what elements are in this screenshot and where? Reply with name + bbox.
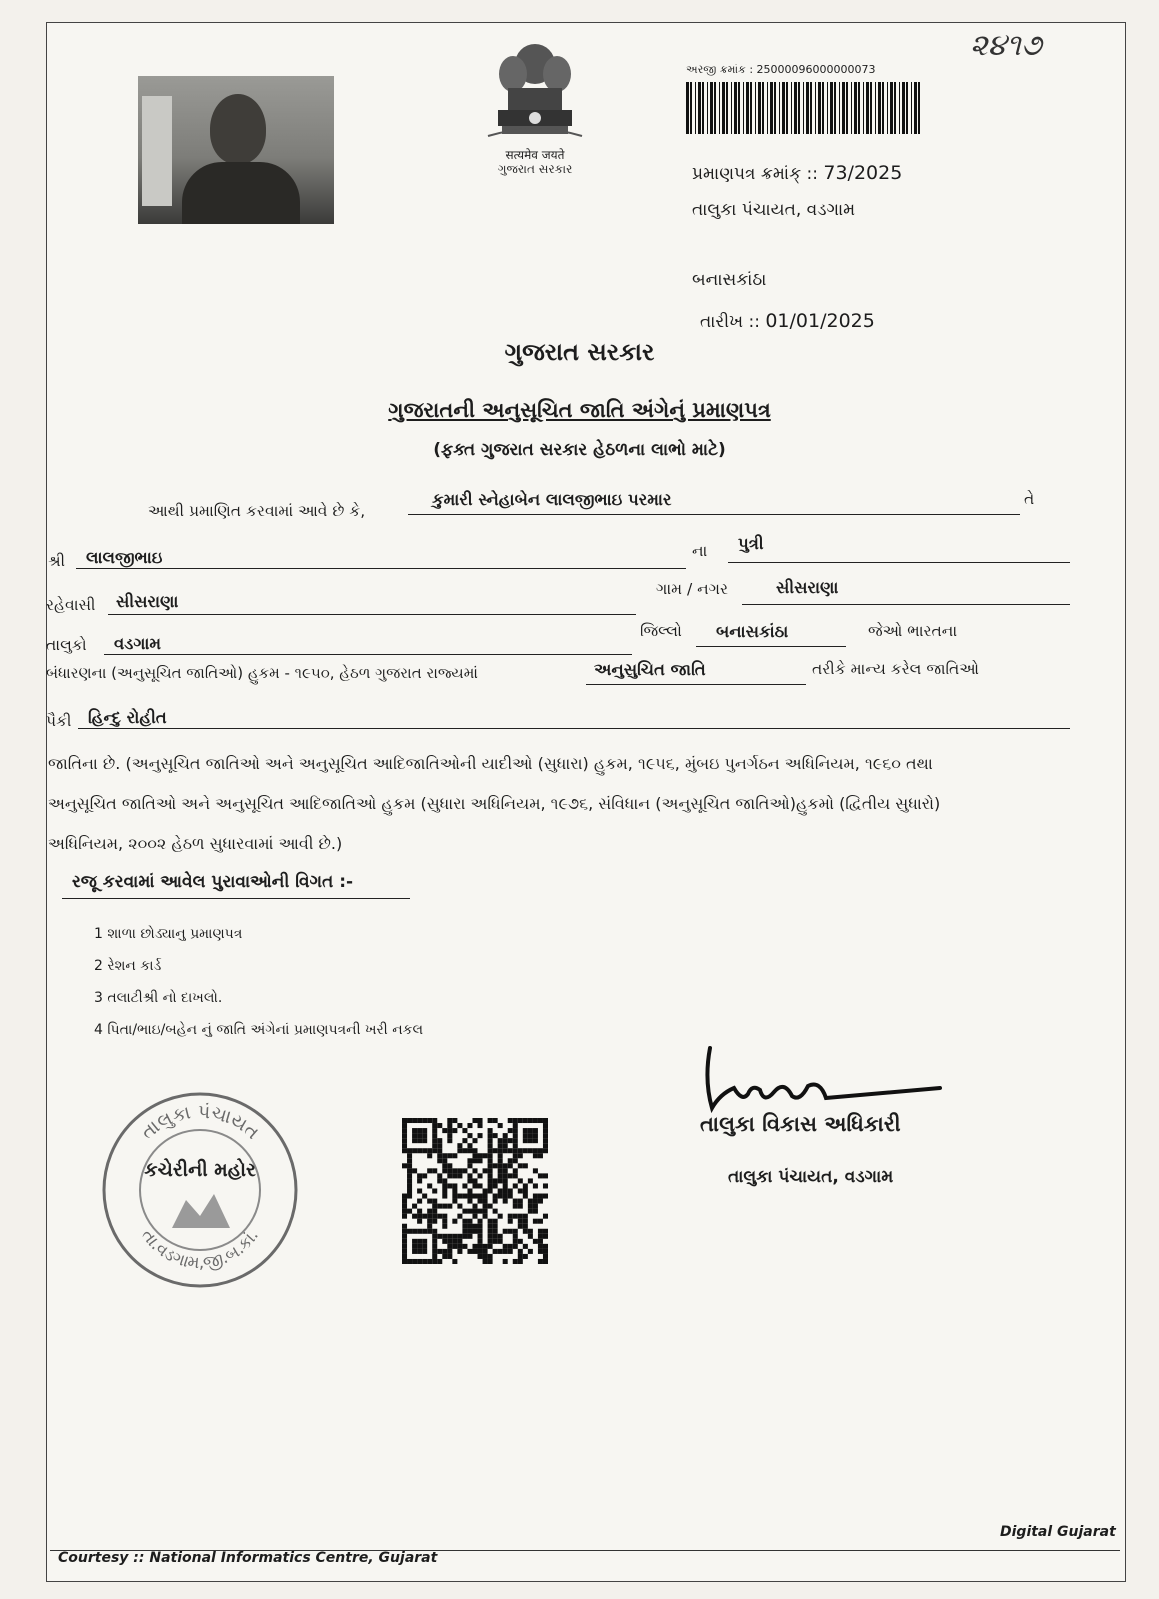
- application-value: 25000096000000073: [756, 63, 876, 76]
- village-label: ગામ / નગર: [656, 580, 729, 598]
- emblem-motto: सत्यमेव जयते: [505, 148, 565, 162]
- paragraph-line-1: જાતિના છે. (અનુસૂચિત જાતિઓ અને અનુસૂચિત આદિજાતિઓની યાદીઓ (સુધારા) હુકમ, ૧૯૫૬, મુંબઇ પુનર્ગઠન અધિનિયમ, ૧૯૬૦ તથા: [48, 754, 933, 773]
- paragraph-line-2: અનુસૂચિત જાતિઓ અને અનુસૂચિત આદિજાતિઓ હુકમ (સુધારા અધિનિયમ, ૧૯૭૬, સંવિધાન (અનુસૂચિત જાતિઓ)હુકમો (દ્વિતીય સુધારો): [48, 794, 941, 813]
- relation: પુત્રી: [738, 534, 764, 553]
- government-title: ગુજરાત સરકાર: [504, 338, 655, 366]
- shri-label: શ્રી: [48, 552, 66, 570]
- national-emblem: [470, 36, 600, 184]
- taluka-label: તાલુકો: [46, 636, 87, 654]
- certificate-title: ગુજરાતની અનુસૂચિત જાતિ અંગેનું પ્રમાણપત્ર: [388, 398, 771, 422]
- recognized-label: તરીકે માન્ય કરેલ જાતિઓ: [812, 660, 979, 678]
- seal-center-text: કચેરીની મહોર: [144, 1159, 256, 1181]
- issuing-district: બનાસકાંઠા: [692, 270, 767, 290]
- person-name: કુમારી સ્નેહાબેન લાલજીભાઇ પરમાર: [432, 490, 672, 509]
- resident-label: રહેવાસી: [46, 596, 96, 614]
- district-label: જિલ્લો: [640, 622, 682, 640]
- applicant-photo: [138, 76, 334, 224]
- emblem-gov-name: ગુજરાત સરકાર: [497, 162, 573, 176]
- seal-top-text: તાલુકા પંચાયત: [136, 1100, 264, 1144]
- qr-code: [402, 1118, 548, 1264]
- among-label: પૈકી: [46, 712, 72, 730]
- barcode: [686, 82, 921, 134]
- na-label: ના: [692, 542, 708, 560]
- constitution-label: બંધારણના (અનુસૂચિત જાતિઓ) હુકમ - ૧૯૫૦, હેઠળ ગુજરાત રાજ્યમાં: [46, 664, 478, 682]
- digital-gujarat-label: Digital Gujarat: [1000, 1524, 1116, 1540]
- courtesy-label: Courtesy :: National Informatics Centre, Gujarat: [58, 1550, 438, 1566]
- seal-bottom-text: તા.વડગામ,જી.બ.કાં.: [137, 1225, 263, 1274]
- document-item-1: 1 શાળા છોડ્યાનુ પ્રમાણપત્ર: [94, 926, 243, 942]
- lion-capital-icon: [480, 36, 590, 144]
- intro-label: આથી પ્રમાણિત કરવામાં આવે છે કે,: [148, 502, 366, 520]
- documents-heading: રજૂ કરવામાં આવેલ પુરાવાઓની વિગત :-: [72, 872, 354, 892]
- handwritten-number: ૨૪૧૭: [970, 28, 1042, 63]
- document-item-4: 4 પિતા/ભાઇ/બહેન નું જાતિ અંગેનાં પ્રમાણપત્રની ખરી નકલ: [94, 1022, 424, 1038]
- issuing-office: તાલુકા પંચાયત, વડગામ: [692, 200, 856, 220]
- date-value: 01/01/2025: [765, 310, 875, 332]
- resident: સીસરાણા: [116, 592, 179, 611]
- certificate-value: 73/2025: [823, 162, 903, 184]
- document-item-2: 2 રેશન કાર્ડ: [94, 958, 162, 974]
- te-label: તે: [1024, 490, 1035, 508]
- india-label: જેઓ ભારતના: [868, 622, 958, 640]
- date-label: તારીખ ::: [700, 312, 760, 332]
- district: બનાસકાંઠા: [716, 622, 789, 641]
- village: સીસરાણા: [776, 578, 839, 597]
- document-item-3: 3 તલાટીશ્રી નો દાખલો.: [94, 990, 223, 1006]
- issue-date: [700, 310, 875, 332]
- application-label: અરજી ક્રમાંક :: [686, 63, 754, 76]
- office-seal: [100, 1090, 300, 1290]
- category: અનુસુચિત જાતિ: [594, 660, 706, 679]
- legal-paragraph: [48, 744, 1088, 864]
- certificate-number: [692, 162, 902, 184]
- officer-title: તાલુકા વિકાસ અધિકારી: [700, 1112, 901, 1136]
- paragraph-line-3: અધિનિયમ, ૨૦૦૨ હેઠળ સુધારવામાં આવી છે.): [48, 834, 343, 853]
- caste: હિન્દુ રોહીત: [88, 708, 167, 727]
- application-number: [686, 63, 876, 77]
- certificate-subtitle: (ફક્ત ગુજરાત સરકાર હેઠળના લાભો માટે): [433, 440, 726, 460]
- taluka: વડગામ: [114, 634, 162, 653]
- father-name: લાલજીભાઇ: [86, 548, 163, 567]
- certificate-label: પ્રમાણપત્ર ક્રમાંક્ ::: [692, 164, 818, 184]
- officer-office: તાલુકા પંચાયત, વડગામ: [728, 1167, 894, 1187]
